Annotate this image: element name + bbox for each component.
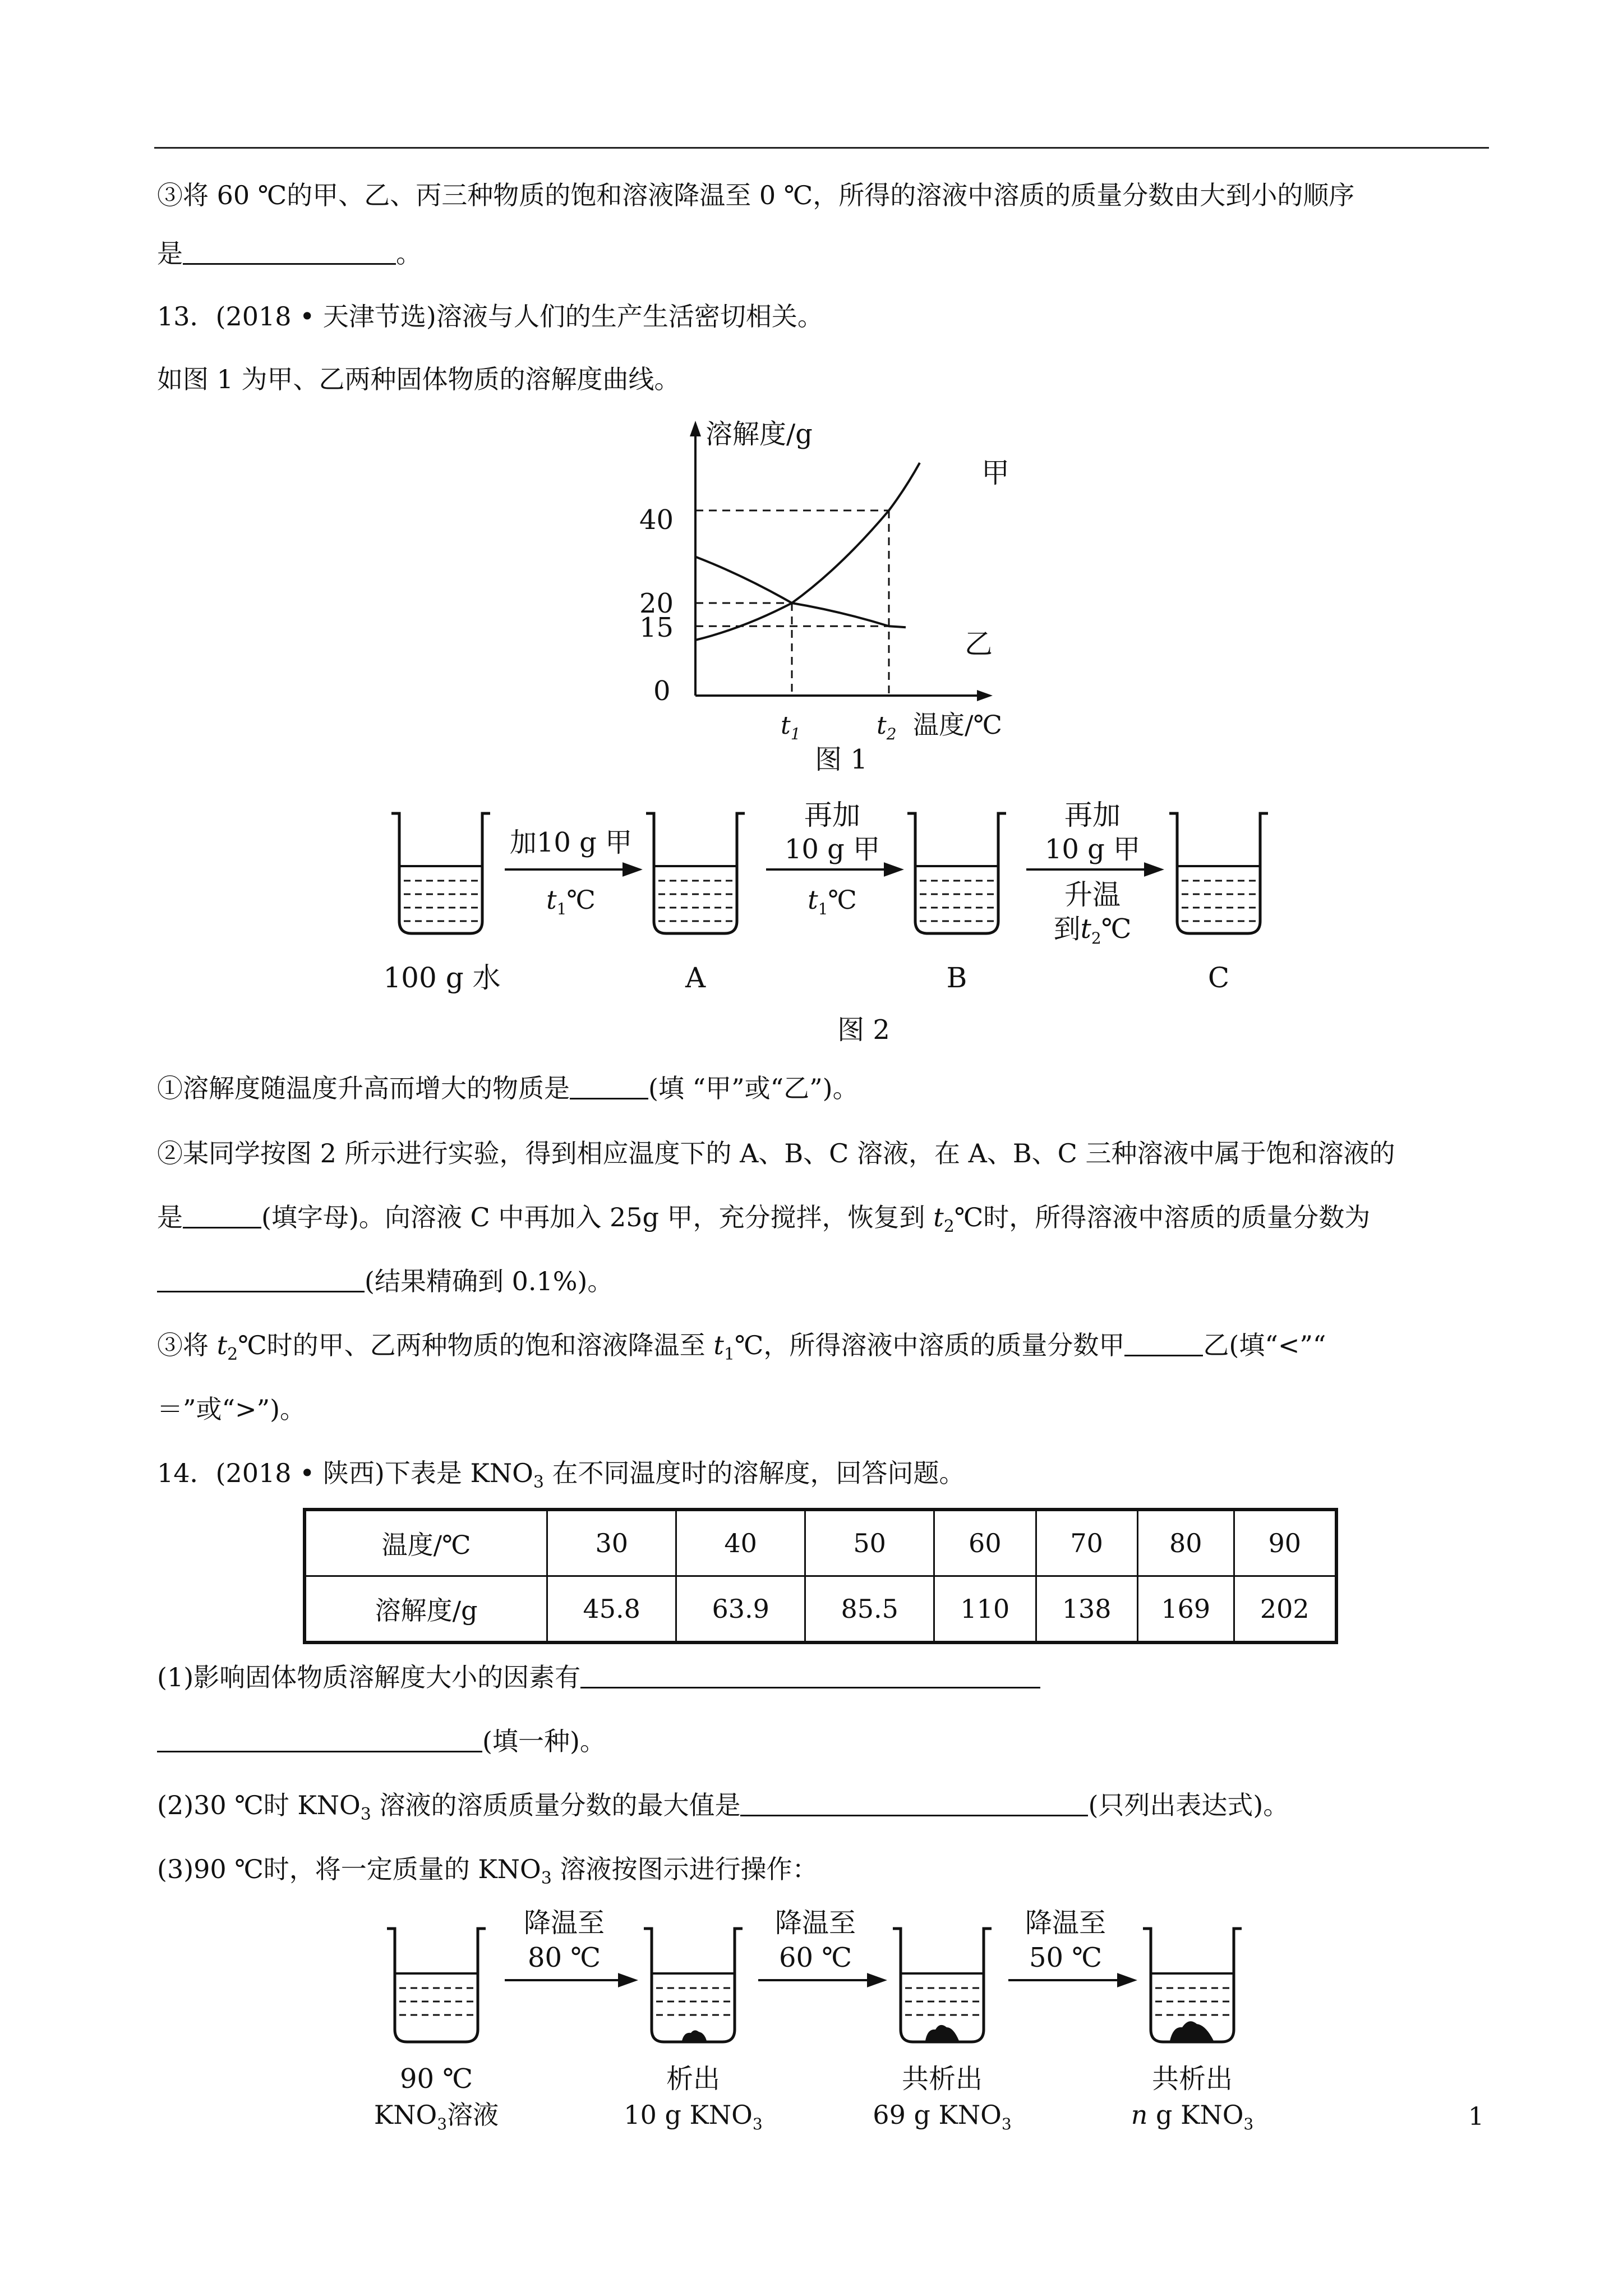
arrow-2-head [885, 864, 901, 875]
q13-part1: ①溶解度随温度升高而增大的物质是 (填 “甲”或“乙”)。 [157, 1073, 859, 1103]
x-axis-label: 温度/℃ [913, 710, 1002, 740]
arrow-3-head [1118, 1975, 1134, 1986]
beaker-60c-label-1: 共析出 [901, 2063, 983, 2095]
beaker-water [391, 813, 490, 933]
figure-1-solubility-chart [623, 415, 1049, 774]
table-cell: 50 [805, 1510, 934, 1576]
beaker-b-label: B [946, 961, 967, 994]
arrow-3-top-label-1: 再加 [1064, 799, 1121, 831]
figure-1-caption: 图 1 [815, 744, 868, 774]
beaker-50c-label-2: n g $KNO_3$ [1131, 2100, 1254, 2133]
answer-blank[interactable] [183, 241, 396, 265]
q14-part1-line2: (填一种)。 [157, 1724, 606, 1758]
table-cell: 80 [1137, 1510, 1234, 1576]
arrow-3-bottom-label-1: 升温 [1064, 878, 1121, 911]
q12-part3-line1: ③将 60 ℃的甲、乙、丙三种物质的饱和溶液降温至 0 ℃，所得的溶液中溶质的质量分数由大到小的顺序 [157, 180, 1355, 210]
q13-part2-line1: ②某同学按图 2 所示进行实验，得到相应温度下的 A、B、C 溶液，在 A、B、C 三种溶液中属于饱和溶液的 [157, 1138, 1395, 1168]
table-cell: 169 [1137, 1576, 1234, 1643]
q13-intro: 如图 1 为甲、乙两种固体物质的溶解度曲线。 [157, 364, 680, 394]
answer-blank[interactable] [740, 1792, 1088, 1816]
arrow-2-bottom-label: 60 ℃ [778, 1942, 852, 1973]
arrow-1-bottom-label: 80 ℃ [527, 1942, 601, 1973]
table-cell: 202 [1234, 1576, 1336, 1643]
q13-part2-line2: 是 (填字母)。向溶液 C 中再加入 25g 甲，充分搅拌，恢复到 $t_2℃$时，所得溶液中溶质的质量分数为 [157, 1202, 1371, 1237]
y-tick-40: 40 [639, 504, 674, 536]
table-cell: 90 [1234, 1510, 1336, 1576]
arrow-3-bottom-label-2: 到$t_2℃$ [1053, 913, 1132, 947]
crystal-deposit-large [1170, 2021, 1214, 2041]
answer-blank[interactable] [1124, 1332, 1203, 1356]
beaker-80c-label-1: 析出 [666, 2063, 721, 2095]
beaker-water-label: 100 g 水 [383, 961, 501, 994]
table-cell: 70 [1036, 1510, 1137, 1576]
x-axis-arrow [977, 690, 993, 701]
beaker-a-label: A [685, 961, 706, 994]
beaker-c-label: C [1207, 961, 1230, 994]
table-cell: 60 [934, 1510, 1036, 1576]
answer-blank[interactable] [580, 1664, 1040, 1688]
y-tick-20: 20 [639, 588, 674, 619]
q14-title: 14．(2018 • 陕西)下表是 $KNO_3$ 在不同温度时的溶解度，回答问题。 [157, 1458, 965, 1493]
q13-title: 13．(2018 • 天津节选)溶液与人们的生产生活密切相关。 [157, 301, 823, 332]
table-cell: 63.9 [676, 1576, 805, 1643]
q13-part2-line3: (结果精确到 0.1%)。 [157, 1264, 613, 1298]
arrow-2-top-label-2: 10 g 甲 [784, 834, 880, 865]
arrow-3-head [1145, 864, 1161, 875]
arrow-2-top-label-1: 再加 [804, 799, 860, 831]
arrow-3-bottom-label: 50 ℃ [1029, 1942, 1103, 1973]
table-cell: 45.8 [547, 1576, 676, 1643]
series-yi-line [695, 557, 906, 628]
arrow-1-head [624, 864, 639, 875]
table-cell: 110 [934, 1576, 1036, 1643]
beaker-80c [644, 1929, 743, 2042]
header-rule [154, 147, 1489, 149]
q13-part3-line1: ③将 $t_2℃$时的甲、乙两种物质的饱和溶液降温至 $t_1℃$，所得溶液中溶质的质量分数甲 乙(填“<”“ [157, 1330, 1326, 1365]
table-row [305, 1510, 1336, 1576]
beaker-90c-label-2: $KNO_3$溶液 [374, 2100, 499, 2133]
x-tick-t1: $t_1$ [781, 711, 801, 743]
y-axis-arrow [690, 421, 701, 436]
beaker-a [646, 813, 745, 933]
arrow-1-top-label: 降温至 [523, 1907, 605, 1939]
arrow-2-bottom-label: $t_1℃$ [808, 885, 857, 918]
q14-part3: (3)90 ℃时，将一定质量的 $KNO_3$ 溶液按图示进行操作： [157, 1854, 818, 1889]
beaker-80c-label-2: 10 g $KNO_3$ [624, 2100, 763, 2133]
beaker-60c-label-2: 69 g $KNO_3$ [873, 2100, 1012, 2133]
series-jia-line [695, 463, 920, 640]
y-axis-label: 溶解度/g [706, 418, 813, 450]
series-yi-label: 乙 [965, 628, 993, 660]
table-cell: 138 [1036, 1576, 1137, 1643]
arrow-2-head [868, 1975, 884, 1986]
crystal-deposit-small [682, 2030, 707, 2041]
beaker-50c-label-1: 共析出 [1151, 2063, 1233, 2095]
crystal-deposit-medium [925, 2025, 959, 2041]
q13-part3-line2: ＝”或“>”)。 [157, 1394, 306, 1424]
table-cell: 30 [547, 1510, 676, 1576]
answer-blank[interactable] [570, 1075, 648, 1099]
beaker-90c [387, 1929, 486, 2042]
q14-part1-line1: (1)影响固体物质溶解度大小的因素有 [157, 1660, 1040, 1694]
arrow-1-bottom-label: $t_1℃$ [546, 885, 596, 918]
arrow-3-top-label: 降温至 [1025, 1907, 1106, 1939]
table-cell: 85.5 [805, 1576, 934, 1643]
page-number: 1 [1468, 2102, 1484, 2131]
beaker-90c-label-1: 90 ℃ [399, 2063, 473, 2095]
answer-blank[interactable] [183, 1204, 261, 1228]
beaker-60c [893, 1929, 992, 2042]
table-row-header: 温度/℃ [305, 1510, 547, 1576]
arrow-1-top-label: 加10 g 甲 [509, 827, 633, 858]
beaker-b [907, 813, 1006, 933]
answer-blank[interactable] [157, 1728, 482, 1752]
x-tick-t2: $t_2$ [877, 711, 897, 743]
q12-part3-line2: 是 。 [157, 238, 422, 269]
table-row-header: 溶解度/g [305, 1576, 547, 1643]
q14-cooling-diagram [370, 1907, 1279, 2143]
table-cell: 40 [676, 1510, 805, 1576]
answer-blank[interactable] [157, 1268, 365, 1292]
figure-2-caption: 图 2 [837, 1014, 890, 1046]
kno3-solubility-table [303, 1508, 1338, 1644]
figure-2-experiment-diagram [381, 797, 1290, 1049]
y-tick-15: 15 [639, 612, 674, 643]
arrow-1-head [619, 1975, 635, 1986]
beaker-c [1169, 813, 1268, 933]
arrow-2-top-label: 降温至 [774, 1907, 856, 1939]
arrow-3-top-label-2: 10 g 甲 [1044, 834, 1141, 865]
q14-part2: (2)30 ℃时 $KNO_3$ 溶液的溶质质量分数的最大值是 (只列出表达式)。 [157, 1790, 1289, 1825]
y-tick-0: 0 [653, 675, 671, 707]
table-row [305, 1576, 1336, 1643]
series-jia-label: 甲 [981, 457, 1009, 489]
